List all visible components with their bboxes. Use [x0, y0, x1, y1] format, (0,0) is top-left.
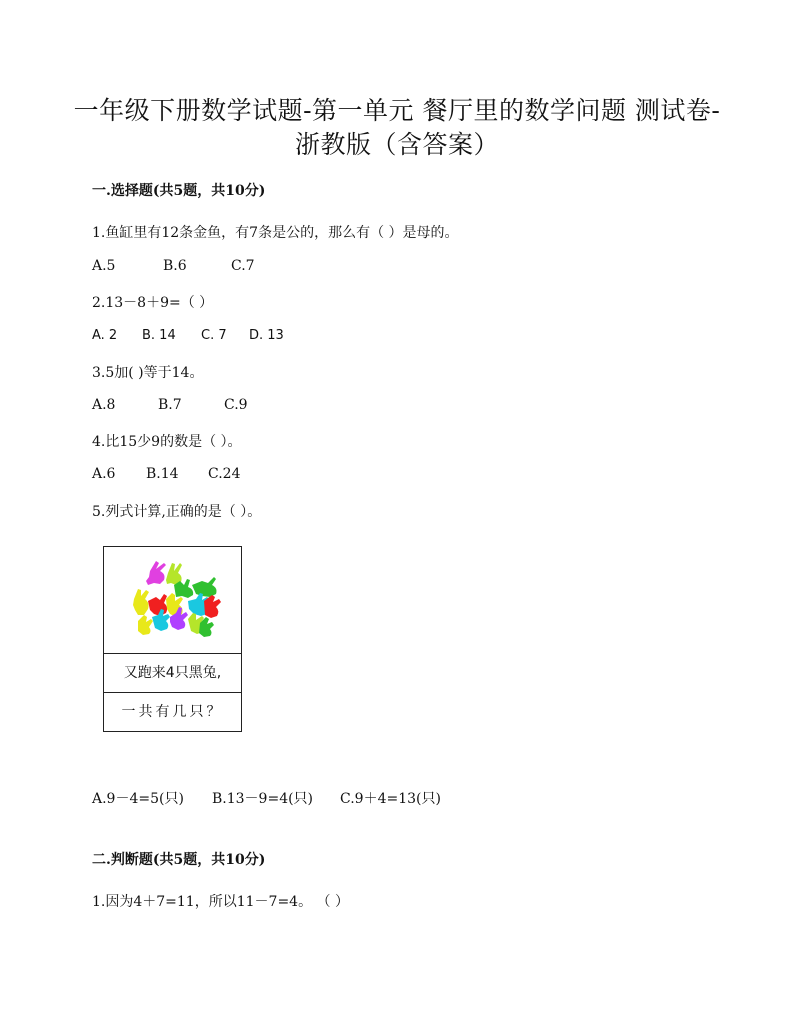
q5-option-a: A.9－4=5(只) — [92, 791, 184, 807]
rabbit-icon — [138, 615, 153, 635]
q4-option-b: B.14 — [146, 466, 179, 482]
q3-option-b: B.7 — [158, 397, 182, 413]
question-5-figure — [103, 546, 242, 732]
page-title-line1: 一年级下册数学试题-第一单元 餐厅里的数学问题 测试卷- — [73, 96, 721, 125]
q4-option-a: A.6 — [92, 466, 116, 482]
q2-option-b: B. 14 — [142, 328, 176, 343]
rabbit-icon — [146, 561, 166, 585]
rabbit-icon — [148, 594, 167, 616]
q1-option-a: A.5 — [92, 258, 116, 274]
q1-option-b: B.6 — [163, 258, 187, 274]
rabbits-picture — [104, 547, 241, 653]
question-5: 5.列式计算,正确的是（ ）。 — [92, 504, 262, 520]
question-4: 4.比15少9的数是（ ）。 — [92, 434, 242, 450]
q5-option-b: B.13－9=4(只) — [212, 791, 314, 807]
q3-option-c: C.9 — [224, 397, 248, 413]
q3-option-a: A.8 — [92, 397, 116, 413]
question-2: 2.13－8＋9=（ ） — [92, 295, 214, 311]
q2-option-c: C. 7 — [201, 328, 227, 343]
judgment-question-1: 1.因为4＋7=11，所以11－7=4。 （ ） — [92, 894, 349, 910]
q5-option-c: C.9＋4=13(只) — [340, 791, 441, 807]
question-1: 1.鱼缸里有12条金鱼，有7条是公的，那么有（ ）是母的。 — [92, 225, 459, 241]
figure-text-line1: 又跑来4只黑兔, — [104, 653, 241, 692]
page-title-line2: 浙教版（含答案） — [294, 130, 499, 159]
q2-option-a: A. 2 — [92, 328, 118, 343]
q4-option-c: C.24 — [208, 466, 241, 482]
section2-heading: 二.判断题(共5题，共10分) — [92, 852, 266, 868]
rabbit-icon — [133, 589, 149, 615]
figure-text-line2: 一共有几只？ — [104, 692, 241, 731]
section1-heading: 一.选择题(共5题，共10分) — [92, 183, 266, 199]
q1-option-c: C.7 — [231, 258, 255, 274]
rabbit-icon — [192, 577, 217, 597]
q2-option-d: D. 13 — [249, 328, 284, 343]
question-3: 3.5加( )等于14。 — [92, 365, 204, 381]
